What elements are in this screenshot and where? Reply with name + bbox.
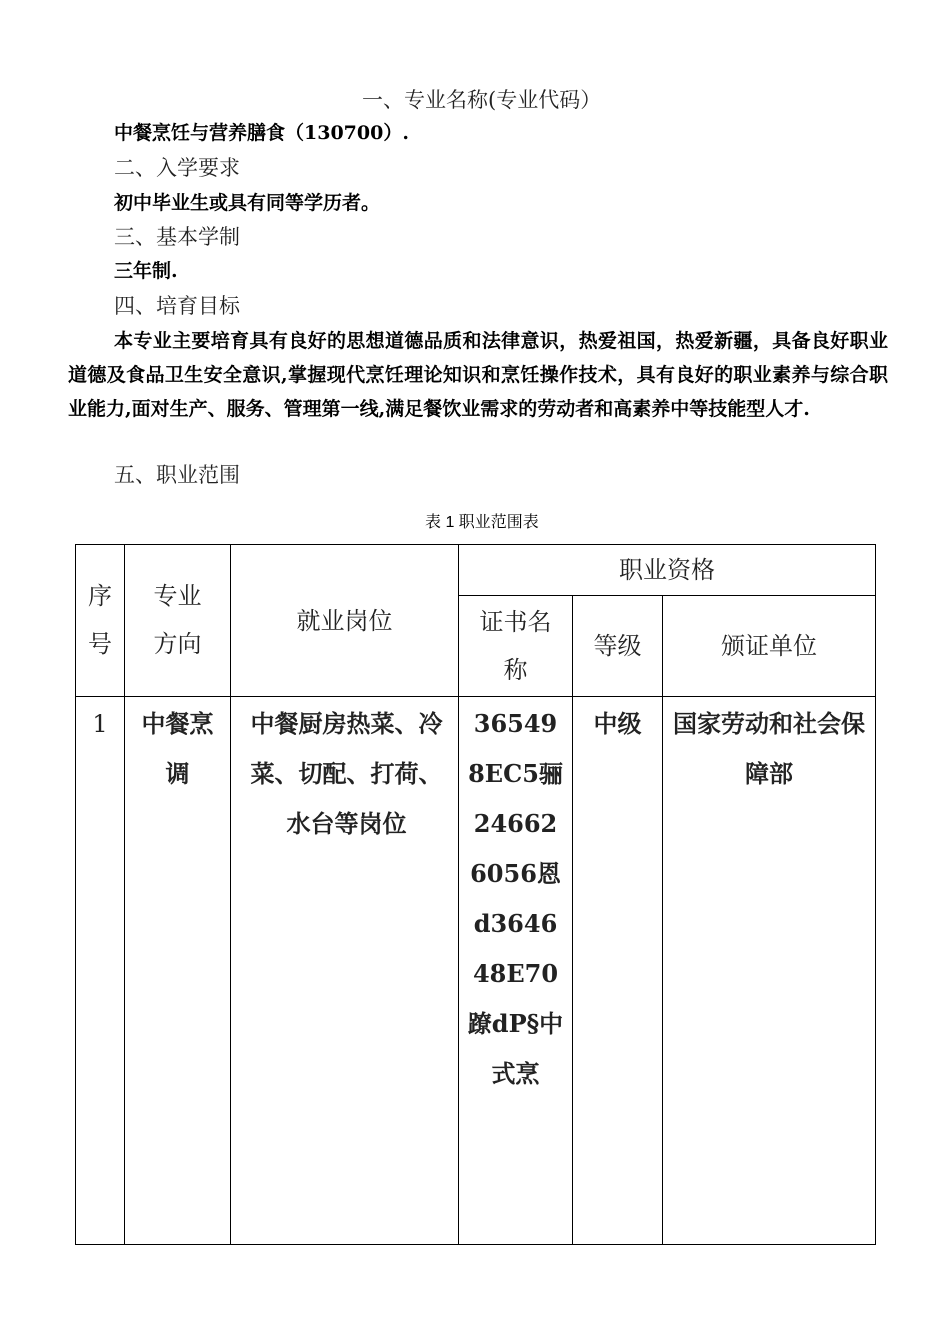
header-cert: 证书名称: [459, 596, 573, 697]
section-3-text: 三年制.: [114, 260, 178, 282]
section-2-heading: 二、入学要求: [114, 156, 240, 180]
row-issuer: 国家劳动和社会保障部: [663, 697, 876, 1245]
row-cert: 365498EC5骊246626056恩d364648E70蹽dP§中式烹: [459, 697, 573, 1245]
header-job: 就业岗位: [231, 545, 459, 697]
section-1-text: 中餐烹饪与营养膳食（130700）.: [114, 122, 409, 144]
row-level: 中级: [573, 697, 663, 1245]
header-seq: 序号: [76, 545, 125, 697]
row-direction: 中餐烹调: [125, 697, 231, 1245]
header-direction: 专业方向: [125, 545, 231, 697]
section-1-heading: 一、专业名称(专业代码）: [362, 88, 602, 112]
table-caption: 表 1 职业范围表: [425, 514, 539, 531]
header-level: 等级: [573, 596, 663, 697]
row-seq: 1: [76, 697, 125, 1245]
section-4-heading: 四、培育目标: [114, 294, 240, 318]
section-3-heading: 三、基本学制: [114, 225, 240, 249]
occupation-table: [75, 544, 876, 1245]
section-2-text: 初中毕业生或具有同等学历者。: [114, 192, 381, 214]
section-5-heading: 五、职业范围: [114, 463, 240, 487]
row-job: 中餐厨房热菜、冷菜、切配、打荷、水台等岗位: [231, 697, 459, 1245]
section-4-paragraph: 本专业主要培育具有良好的思想道德品质和法律意识，热爱祖国，热爱新疆，具备良好职业道德及食品卫生安全意识,掌握现代烹饪理论知识和烹饪操作技术，具有良好的职业素养与综合职业能力,面对生产、服务、管理第一线,满足餐饮业需求的劳动者和高素养中等技能型人才.: [68, 330, 888, 420]
header-issuer: 颁证单位: [663, 596, 876, 697]
table-row: [76, 697, 876, 1245]
header-qualification: 职业资格: [459, 545, 876, 596]
